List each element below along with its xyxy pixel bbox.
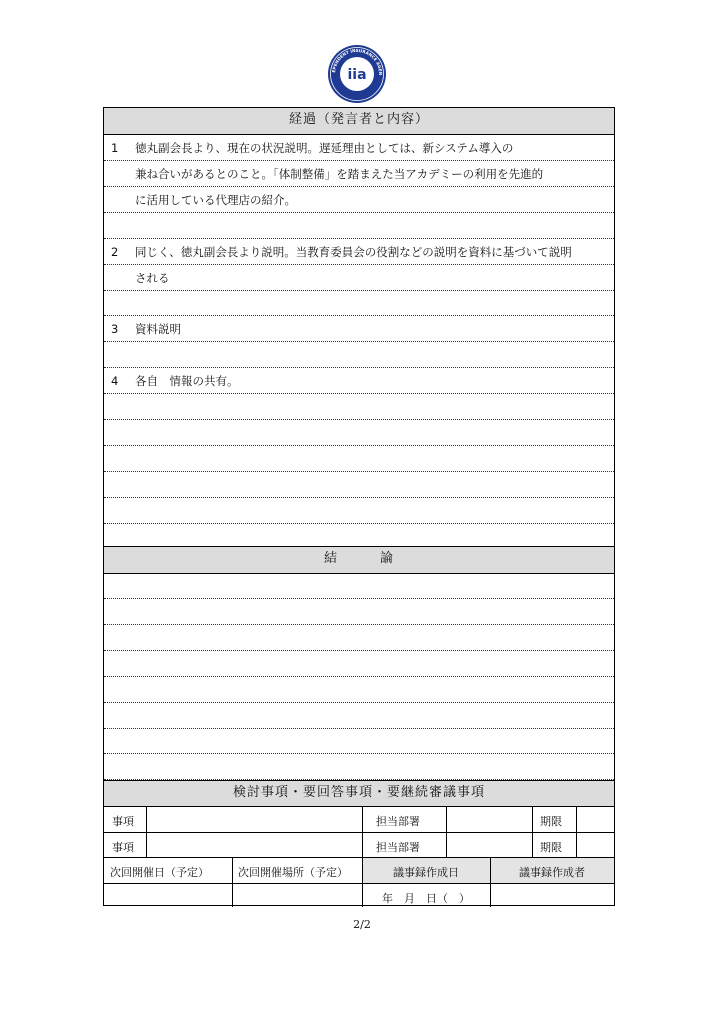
author-label: 議事録作成者	[519, 866, 585, 879]
item-deadline-label-1: 期限	[540, 815, 562, 828]
conclusion-row	[104, 703, 614, 729]
conclusion-row	[104, 599, 614, 625]
progress-row	[104, 368, 614, 394]
next-place-label: 次回開催場所（予定）	[238, 866, 348, 879]
progress-row-text: される	[135, 270, 170, 285]
progress-row-text: に活用している代理店の紹介。	[135, 192, 296, 207]
page-number: 2/2	[353, 918, 371, 931]
conclusion-row	[104, 728, 614, 754]
progress-row	[104, 161, 614, 187]
minutes-form	[103, 107, 615, 906]
progress-row-number: 3	[111, 322, 119, 337]
progress-row	[104, 420, 614, 446]
progress-row	[104, 446, 614, 472]
items-header: 検討事項・要回答事項・要継続審議事項	[104, 781, 614, 807]
progress-row	[104, 187, 614, 213]
conclusion-row	[104, 754, 614, 780]
progress-row	[104, 498, 614, 524]
conclusion-row	[104, 677, 614, 703]
progress-row	[104, 135, 614, 161]
progress-row	[104, 290, 614, 316]
association-logo	[327, 44, 387, 104]
item-label-2: 事項	[112, 841, 134, 854]
created-date-label: 議事録作成日	[393, 866, 459, 879]
progress-row	[104, 265, 614, 291]
item-deadline-label-2: 期限	[540, 841, 562, 854]
svg-text:JAPAN: JAPAN	[349, 84, 364, 91]
conclusion-header: 結 論	[104, 547, 614, 574]
progress-header: 経過（発言者と内容）	[104, 108, 614, 135]
progress-row	[104, 316, 614, 342]
progress-row-number: 1	[111, 141, 119, 155]
progress-row-number: 2	[111, 244, 119, 259]
progress-row-text: 兼ね合いがあるとのこと。「体制整備」を踏まえた当アカデミーの利用を先進的	[135, 166, 544, 181]
conclusion-row	[104, 625, 614, 651]
progress-row-text: 徳丸副会長より、現在の状況説明。遅延理由としては、新システム導入の	[135, 141, 514, 155]
svg-text:INDEPENDENT INSURANCE AGENTS: EPENDENT INSURANCE AGEN	[331, 47, 384, 76]
conclusion-row	[104, 573, 614, 599]
progress-row	[104, 213, 614, 239]
created-date-value: 年 月 日（ ）	[382, 892, 470, 905]
next-date-label: 次回開催日（予定）	[110, 866, 209, 879]
conclusion-row	[104, 651, 614, 677]
progress-row	[104, 394, 614, 420]
progress-row	[104, 342, 614, 368]
svg-text:iia: iia	[347, 67, 367, 83]
progress-row-text: 資料説明	[135, 322, 181, 337]
progress-row-text: 各自 情報の共有。	[135, 374, 239, 389]
item-department-label-1: 担当部署	[376, 815, 420, 828]
item-department-label-2: 担当部署	[376, 841, 420, 854]
progress-row-text: 同じく、徳丸副会長より説明。当教育委員会の役割などの説明を資料に基づいて説明	[135, 244, 572, 259]
progress-row	[104, 239, 614, 265]
progress-row-number: 4	[111, 374, 119, 389]
progress-row	[104, 472, 614, 498]
item-label-1: 事項	[112, 815, 134, 828]
